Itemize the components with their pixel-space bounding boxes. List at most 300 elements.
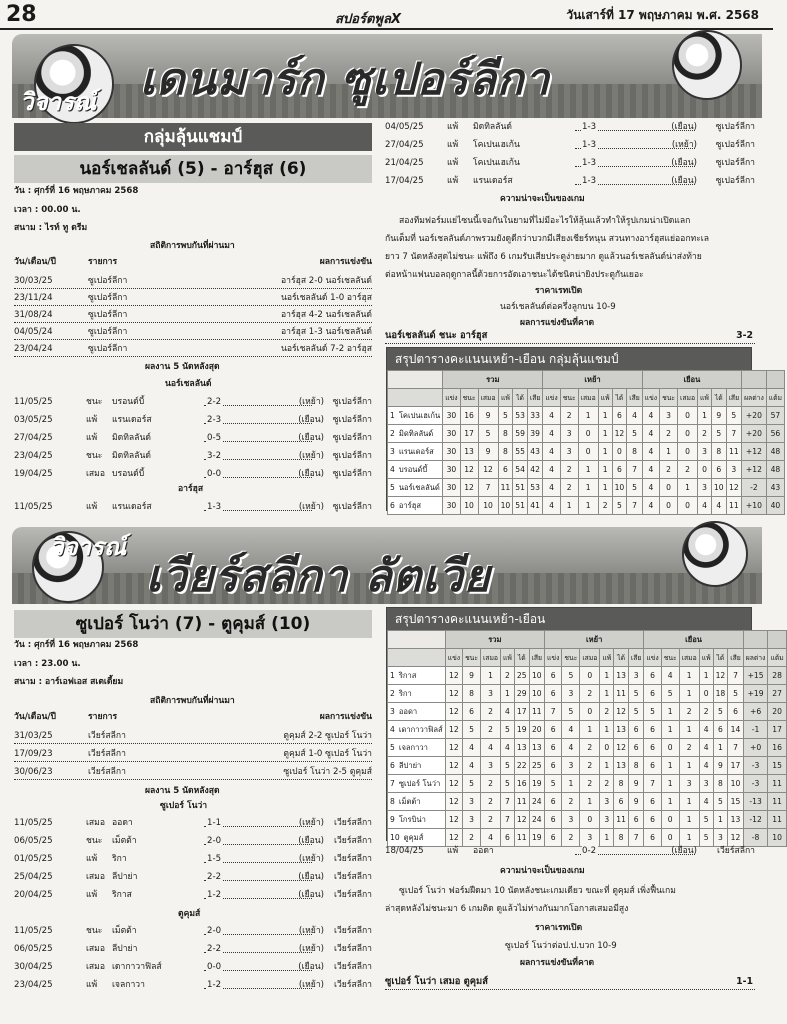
standings-cell: 5 xyxy=(713,793,728,811)
form-venue: (เยือน) xyxy=(298,836,324,846)
standings-cell: 1 xyxy=(580,721,600,739)
standings-cell: 3 xyxy=(699,775,713,793)
form-comp: ซูเปอร์ลีกา xyxy=(332,469,372,479)
standings-cell: 4 xyxy=(480,739,500,757)
standings-cell: 10 xyxy=(529,667,544,685)
standings-cell: 6 xyxy=(545,721,562,739)
standings-cell: 0 xyxy=(661,739,679,757)
predict-title: ผลการแข่งขันที่คาด xyxy=(520,318,595,328)
standings-cell: 5 xyxy=(728,685,743,703)
standings-cell: 15 xyxy=(728,793,743,811)
standings-empty-header xyxy=(742,371,767,389)
standings-cell: 5 xyxy=(463,721,481,739)
standings-team: บรอนด์บี้ xyxy=(398,464,428,474)
standings-sub-header: ชนะ xyxy=(562,649,580,667)
newspaper-logo: สปอร์ตพูลX xyxy=(335,12,401,27)
form-comp: เวียร์สลีกา xyxy=(334,944,372,954)
standings-cell: 19 xyxy=(514,721,529,739)
form-comp: เวียร์สลีกา xyxy=(334,854,372,864)
standings-cell: 10 xyxy=(460,497,478,515)
standings-cell: 4 xyxy=(642,479,659,497)
standings-cell: 8 xyxy=(713,775,728,793)
standings-cell: 17 xyxy=(460,425,478,443)
standings-cell: 4 xyxy=(699,721,713,739)
form-row xyxy=(14,962,372,975)
form-date: 06/05/25 xyxy=(14,944,53,954)
standings-cell: 3 xyxy=(698,443,712,461)
form-date: 11/05/25 xyxy=(14,926,53,936)
standings-cell: 4 xyxy=(627,407,642,425)
h2h-date: 23/04/24 xyxy=(14,344,53,354)
standings-sub-header: ชนะ xyxy=(660,389,678,407)
match-venue: สนาม : อาร์เอฟเอส สเตเดี้ยม xyxy=(14,677,124,687)
standings-cell: 4 xyxy=(699,793,713,811)
form-score: 0-2 xyxy=(582,846,597,856)
h2h-result: ตูคุมส์ 1-0 ซูเปอร์ โนว่า xyxy=(283,749,372,759)
standings-cell: 28 xyxy=(768,667,786,685)
standings-cell: 1 xyxy=(600,829,614,847)
standings-cell: 12 xyxy=(445,829,462,847)
standings-cell: 12 xyxy=(478,461,498,479)
standings-cell: 13 xyxy=(614,667,629,685)
standings-group-header: เหย้า xyxy=(545,631,644,649)
form-row xyxy=(14,415,372,428)
standings-cell: 7 xyxy=(728,739,743,757)
standings-table-box xyxy=(386,607,784,842)
standings-cell: 9 xyxy=(711,407,726,425)
standings-cell: 1 xyxy=(578,497,598,515)
form-comp: เวียร์สลีกา xyxy=(334,980,372,990)
standings-cell: 5 xyxy=(711,425,726,443)
standings-cell: 10 xyxy=(711,479,726,497)
form-score: 1-3 xyxy=(582,122,597,132)
standings-cell: 40 xyxy=(766,497,784,515)
standings-team-cell xyxy=(388,461,443,479)
standings-cell: 16 xyxy=(514,775,529,793)
form-date: 11/05/25 xyxy=(14,397,53,407)
form-row xyxy=(14,980,372,993)
predict-row xyxy=(385,976,755,990)
form-comp: เวียร์สลีกา xyxy=(334,872,372,882)
standings-cell: 5 xyxy=(661,685,679,703)
standings-cell: 1 xyxy=(678,479,698,497)
form-comp: ซูเปอร์ลีกา xyxy=(715,158,755,168)
standings-cell: 17 xyxy=(514,703,529,721)
standings-cell: 12 xyxy=(514,811,529,829)
standings-cell: 6 xyxy=(545,811,562,829)
standings-row xyxy=(388,425,785,443)
standings-cell: 6 xyxy=(644,811,661,829)
standings-cell: 24 xyxy=(529,811,544,829)
standings-pos: 2 xyxy=(390,688,395,698)
standings-cell: 2 xyxy=(560,407,578,425)
standings-cell: 51 xyxy=(513,497,528,515)
standings-pos: 4 xyxy=(390,724,395,734)
standings-empty-header xyxy=(743,631,768,649)
standings-team-cell xyxy=(388,757,446,775)
standings-cell: 4 xyxy=(699,757,713,775)
standings-cell: 9 xyxy=(713,757,728,775)
preview-text xyxy=(385,212,755,284)
h2h-date: 30/06/23 xyxy=(14,767,53,777)
standings-cell: 5 xyxy=(628,703,643,721)
standings-row xyxy=(388,829,787,847)
standings-cell: 8 xyxy=(498,425,513,443)
form-venue: (เหย้า) xyxy=(298,854,324,864)
form-row xyxy=(385,140,755,153)
standings-cell: 7 xyxy=(627,461,642,479)
standings-team: มิดทิลลันด์ xyxy=(398,428,434,438)
standings-cell: 7 xyxy=(628,829,643,847)
standings-cell: 13 xyxy=(514,739,529,757)
standings-cell: 6 xyxy=(644,685,661,703)
standings-cell: 2 xyxy=(480,793,500,811)
form-score: 0-0 xyxy=(207,962,222,972)
standings-cell: 11 xyxy=(768,811,786,829)
standings-cell: 5 xyxy=(713,703,728,721)
standings-cell: 6 xyxy=(644,739,661,757)
standings-cell: 4 xyxy=(501,739,515,757)
standings-team-cell xyxy=(388,667,446,685)
standings-cell: 2 xyxy=(678,461,698,479)
form-score: 1-2 xyxy=(207,890,222,900)
standings-sub-header: ได้ xyxy=(612,389,627,407)
form-score: 1-5 xyxy=(207,854,222,864)
standings-group-header: รวม xyxy=(443,371,543,389)
standings-team: โคเปนเฮเก้น xyxy=(398,410,441,420)
form-score: 2-0 xyxy=(207,836,222,846)
form-comp: ซูเปอร์ลีกา xyxy=(715,176,755,186)
form-result: ชนะ xyxy=(86,397,103,407)
standings-cell: 8 xyxy=(614,775,629,793)
standings-cell: 3 xyxy=(560,443,578,461)
standings-sub-header: แข่ง xyxy=(545,649,562,667)
standings-cell: 6 xyxy=(644,721,661,739)
form-comp: ซูเปอร์ลีกา xyxy=(332,451,372,461)
h2h-result: นอร์เชลลันด์ 1-0 อาร์ฮุส xyxy=(280,293,372,303)
form-row xyxy=(14,502,372,515)
form-opponent: ลีปาย่า xyxy=(112,944,138,954)
form-comp: เวียร์สลีกา xyxy=(334,818,372,828)
form-venue: (เยือน) xyxy=(298,469,324,479)
standings-cell: 0 xyxy=(678,497,698,515)
standings-cell: 2 xyxy=(560,479,578,497)
preview-line: ล่าสุดหลังไม่ชนะมา 6 เกมติด ดูแล้วไม่ห่างกันมากโอกาสเสมอมีสูง xyxy=(385,904,629,914)
standings-group-header: รวม xyxy=(445,631,544,649)
standings-cell: 8 xyxy=(711,443,726,461)
standings-cell: 0 xyxy=(612,443,627,461)
standings-cell: 4 xyxy=(642,443,659,461)
standings-cell: 1 xyxy=(600,685,614,703)
standings-cell: 2 xyxy=(698,425,712,443)
standings-cell: 2 xyxy=(562,793,580,811)
standings-group-header: เหย้า xyxy=(543,371,642,389)
standings-cell: 25 xyxy=(514,667,529,685)
form-opponent: ออดา xyxy=(473,846,494,856)
h2h-row xyxy=(14,310,372,323)
standings-sub-header: ชนะ xyxy=(560,389,578,407)
standings-cell: 56 xyxy=(766,425,784,443)
h2h-title: สถิติการพบกันที่ผ่านมา xyxy=(150,241,235,251)
standings-cell: 1 xyxy=(480,667,500,685)
standings-sub-header: เสมอ xyxy=(480,649,500,667)
form-date: 11/05/25 xyxy=(14,818,53,828)
match-time: เวลา : 23.00 น. xyxy=(14,659,81,669)
form-score: 3-2 xyxy=(207,451,222,461)
standings-cell: +12 xyxy=(742,443,767,461)
standings-team-cell xyxy=(388,407,443,425)
standings-cell: 5 xyxy=(644,703,661,721)
standings-cell: 3 xyxy=(463,811,481,829)
standings-group-header: เยือน xyxy=(644,631,743,649)
form-result: แพ้ xyxy=(447,176,459,186)
form-venue: (เยือน) xyxy=(671,122,697,132)
standings-cell: 5 xyxy=(699,811,713,829)
form-comp: ซูเปอร์ลีกา xyxy=(332,502,372,512)
standings-row xyxy=(388,775,787,793)
standings-cell: 8 xyxy=(614,829,629,847)
form-opponent: มิดทิลลันด์ xyxy=(112,451,151,461)
standings-cell: 5 xyxy=(545,775,562,793)
standings-cell: 7 xyxy=(501,811,515,829)
form-row xyxy=(14,451,372,464)
standings-sub-header: ได้ xyxy=(514,649,529,667)
standings-cell: 1 xyxy=(580,793,600,811)
form-comp: เวียร์สลีกา xyxy=(334,926,372,936)
form-date: 17/04/25 xyxy=(385,176,424,186)
standings-cell: 1 xyxy=(598,443,612,461)
standings-cell: 3 xyxy=(580,829,600,847)
standings-cell: 8 xyxy=(498,443,513,461)
standings-sub-header-row xyxy=(388,649,787,667)
standings-team-cell xyxy=(388,479,443,497)
standings-cell: 4 xyxy=(543,461,560,479)
standings-table xyxy=(387,370,785,515)
standings-sub-header: แข่ง xyxy=(443,389,460,407)
standings-cell: 0 xyxy=(660,479,678,497)
standings-cell: 59 xyxy=(513,425,528,443)
standings-cell: 8 xyxy=(627,443,642,461)
standings-cell: 1 xyxy=(699,667,713,685)
predict-row xyxy=(385,330,755,344)
standings-cell: 12 xyxy=(612,425,627,443)
away-form-list-cont xyxy=(385,122,755,194)
standings-team: เดากาวาฟิลส์ xyxy=(398,724,443,734)
standings-cell: 3 xyxy=(660,407,678,425)
standings-cell: 1 xyxy=(713,739,728,757)
standings-cell: 1 xyxy=(661,757,679,775)
form-venue: (เหย้า) xyxy=(671,140,697,150)
latvia-banner xyxy=(12,527,762,604)
standings-group-header-row xyxy=(388,631,787,649)
home-form-list xyxy=(14,397,372,487)
form-venue: (เหย้า) xyxy=(298,397,324,407)
standings-cell: +6 xyxy=(743,703,768,721)
form-score: 1-3 xyxy=(207,502,222,512)
standings-team: นอร์เชลลันด์ xyxy=(398,482,440,492)
standings-cell: 5 xyxy=(501,775,515,793)
standings-cell: 6 xyxy=(612,461,627,479)
form-comp: ซูเปอร์ลีกา xyxy=(332,397,372,407)
form-opponent: แรนเดอร์ส xyxy=(112,415,152,425)
h2h-col-comp: รายการ xyxy=(88,712,118,722)
standings-sub-header: เสีย xyxy=(527,389,542,407)
form-score: 2-0 xyxy=(207,926,222,936)
standings-team-cell xyxy=(388,425,443,443)
form-opponent: บรอนด์บี้ xyxy=(112,397,145,407)
standings-cell: -8 xyxy=(743,829,768,847)
standings-cell: 0 xyxy=(678,407,698,425)
standings-sub-header-row xyxy=(388,389,785,407)
form-result: แพ้ xyxy=(447,140,459,150)
standings-pos: 1 xyxy=(390,670,395,680)
h2h-row xyxy=(14,749,372,762)
standings-cell: 2 xyxy=(679,703,699,721)
standings-cell: +20 xyxy=(742,407,767,425)
form-opponent: มิดทิลลันด์ xyxy=(473,122,512,132)
form-date: 30/04/25 xyxy=(14,962,53,972)
standings-cell: -12 xyxy=(743,811,768,829)
soccer-ball-icon xyxy=(682,521,748,587)
form-result: เสมอ xyxy=(86,872,106,882)
standings-cell: 10 xyxy=(768,829,786,847)
standings-row xyxy=(388,407,785,425)
form-result: ชนะ xyxy=(86,926,103,936)
form-date: 18/04/25 xyxy=(385,846,424,856)
form-score: 0-0 xyxy=(207,469,222,479)
standings-pos: 2 xyxy=(390,428,395,438)
standings-cell: 11 xyxy=(726,497,741,515)
standings-cell: 12 xyxy=(445,721,462,739)
standings-cell: 9 xyxy=(463,667,481,685)
standings-cell: 1 xyxy=(578,461,598,479)
standings-cell: 6 xyxy=(644,793,661,811)
standings-cell: 6 xyxy=(545,757,562,775)
standings-cell: 6 xyxy=(498,461,513,479)
standings-row xyxy=(388,721,787,739)
standings-cell: 6 xyxy=(713,721,728,739)
standings-cell: 5 xyxy=(501,721,515,739)
h2h-col-date: วัน/เดือน/ปี xyxy=(14,712,56,722)
preview-line: ซูเปอร์ โนว่า ฟอร์มฝืดมา 10 นัดหลังชนะเกมเดียว ขณะที่ ตูคุมส์ เพิ่งฟื้นเกม xyxy=(399,886,676,896)
standings-cell: 6 xyxy=(628,721,643,739)
standings-cell: 6 xyxy=(644,667,661,685)
predict-score: 3-2 xyxy=(736,330,753,341)
form-score: 1-3 xyxy=(582,158,597,168)
standings-cell: 6 xyxy=(501,829,515,847)
standings-cell: 6 xyxy=(463,703,481,721)
standings-row xyxy=(388,811,787,829)
standings-blank xyxy=(388,389,443,407)
standings-cell: 8 xyxy=(463,685,481,703)
standings-cell: 2 xyxy=(660,461,678,479)
standings-team: ซูเปอร์ โนว่า xyxy=(398,778,441,788)
standings-cell: 3 xyxy=(562,757,580,775)
standings-sub-header: เสีย xyxy=(627,389,642,407)
standings-cell: 1 xyxy=(661,703,679,721)
standings-cell: 1 xyxy=(661,721,679,739)
standings-cell: 4 xyxy=(711,497,726,515)
standings-cell: 14 xyxy=(728,721,743,739)
standings-cell: 6 xyxy=(628,811,643,829)
standings-cell: 5 xyxy=(562,703,580,721)
standings-cell: 3 xyxy=(480,685,500,703)
standings-cell: 3 xyxy=(480,757,500,775)
standings-cell: 9 xyxy=(628,775,643,793)
standings-cell: 2 xyxy=(580,757,600,775)
standings-sub-header: แพ้ xyxy=(501,649,515,667)
standings-cell: 0 xyxy=(578,425,598,443)
standings-sub-header: เสมอ xyxy=(478,389,498,407)
form-opponent: แรนเดอร์ส xyxy=(473,176,513,186)
match-venue: สนาม : ไรท์ ทู ดรีม xyxy=(14,223,88,233)
standings-cell: 12 xyxy=(445,757,462,775)
standings-cell: 3 xyxy=(562,811,580,829)
standings-cell: 2 xyxy=(600,703,614,721)
h2h-title: สถิติการพบกันที่ผ่านมา xyxy=(150,696,235,706)
standings-cell: 10 xyxy=(529,685,544,703)
standings-cell: 43 xyxy=(766,479,784,497)
form-date: 25/04/25 xyxy=(14,872,53,882)
home-team-label: นอร์เชลลันด์ xyxy=(165,379,212,389)
h2h-row xyxy=(14,327,372,340)
form-venue: (เยือน) xyxy=(671,176,697,186)
standings-pos: 8 xyxy=(390,796,395,806)
standings-cell: 1 xyxy=(660,443,678,461)
standings-team: อาร์ฮุส xyxy=(398,500,422,510)
standings-row xyxy=(388,497,785,515)
standings-cell: 6 xyxy=(644,829,661,847)
standings-row xyxy=(388,461,785,479)
standings-cell: +20 xyxy=(742,425,767,443)
h2h-date: 30/03/25 xyxy=(14,276,53,286)
standings-sub-header: แข่ง xyxy=(642,389,659,407)
standings-cell: 57 xyxy=(766,407,784,425)
form-date: 27/04/25 xyxy=(14,433,53,443)
standings-cell: 6 xyxy=(545,739,562,757)
standings-cell: 17 xyxy=(728,757,743,775)
form-comp: ซูเปอร์ลีกา xyxy=(332,415,372,425)
standings-sub-header: เสมอ xyxy=(678,389,698,407)
standings-cell: 3 xyxy=(698,479,712,497)
form-result: แพ้ xyxy=(86,502,98,512)
standings-sub-header: แพ้ xyxy=(698,389,712,407)
home-form-list xyxy=(14,818,372,908)
h2h-col-result: ผลการแข่งขัน xyxy=(319,712,372,722)
standings-cell: 1 xyxy=(661,793,679,811)
form-opponent: เม็ตต้า xyxy=(112,836,137,846)
standings-cell: 1 xyxy=(501,685,515,703)
form-venue: (เหย้า) xyxy=(298,818,324,828)
standings-cell: 12 xyxy=(445,793,462,811)
form-result: แพ้ xyxy=(86,980,98,990)
standings-cell: 51 xyxy=(513,479,528,497)
standings-cell: 12 xyxy=(614,739,629,757)
standings-cell: 1 xyxy=(679,721,699,739)
standings-team: ริกาส xyxy=(398,670,417,680)
form-result: แพ้ xyxy=(447,122,459,132)
h2h-list xyxy=(14,731,372,785)
standings-cell: 12 xyxy=(445,685,462,703)
standings-pos: 7 xyxy=(390,778,395,788)
form-date: 03/05/25 xyxy=(14,415,53,425)
standings-team: ออดา xyxy=(398,706,418,716)
standings-cell: 11 xyxy=(498,479,513,497)
standings-corner xyxy=(388,631,446,649)
standings-cell: 11 xyxy=(726,443,741,461)
form-row xyxy=(14,469,372,482)
standings-cell: -1 xyxy=(743,721,768,739)
